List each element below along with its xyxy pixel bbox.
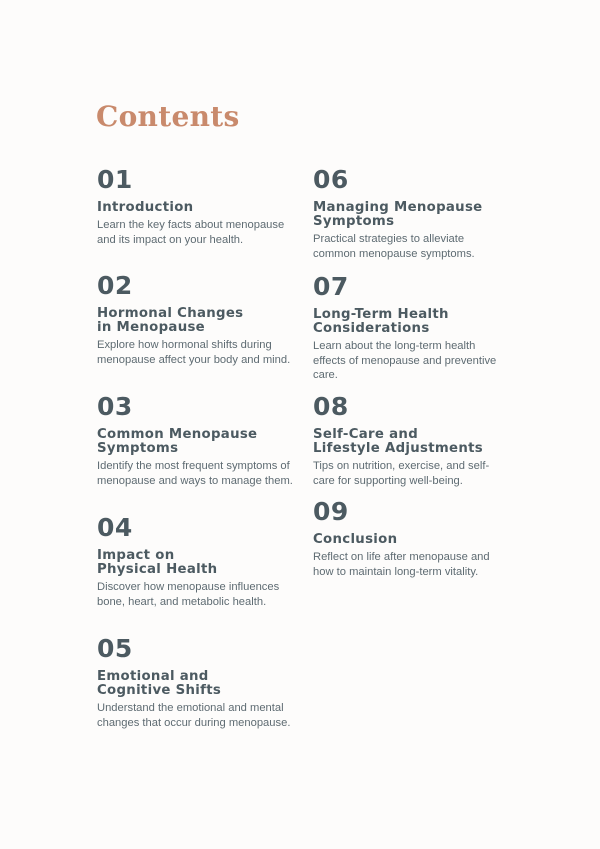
entry-number: 01 — [97, 165, 133, 194]
contents-entry[interactable] — [313, 497, 509, 579]
entry-number: 05 — [97, 634, 133, 663]
entry-heading: Managing Menopause Symptoms — [313, 200, 483, 229]
entry-heading: Hormonal Changes in Menopause — [97, 306, 244, 335]
entry-heading: Introduction — [97, 200, 194, 215]
entry-number: 07 — [313, 272, 349, 301]
entry-heading: Impact on Physical Health — [97, 548, 218, 577]
entry-number: 06 — [313, 165, 349, 194]
entry-number: 08 — [313, 392, 349, 421]
contents-entry[interactable] — [97, 165, 293, 247]
contents-entry[interactable] — [313, 165, 509, 261]
entry-heading: Emotional and Cognitive Shifts — [97, 669, 222, 698]
entry-heading: Long-Term Health Considerations — [313, 307, 449, 336]
contents-entry[interactable] — [97, 392, 293, 488]
entry-number: 04 — [97, 513, 133, 542]
entry-description: Discover how menopause influences bone, heart, and metabolic health. — [97, 581, 280, 608]
entry-description: Learn about the long-term health effects of menopause and preventive care. — [313, 340, 497, 382]
entry-number: 02 — [97, 271, 133, 300]
entry-heading: Conclusion — [313, 532, 398, 547]
entry-number: 03 — [97, 392, 133, 421]
entry-description: Understand the emotional and mental changes that occur during menopause. — [97, 702, 291, 729]
entry-description: Learn the key facts about menopause and its impact on your health. — [97, 219, 285, 246]
entry-number: 09 — [313, 497, 349, 526]
contents-entry[interactable] — [313, 392, 509, 488]
entry-heading: Self-Care and Lifestyle Adjustments — [313, 427, 483, 456]
entry-description: Identify the most frequent symptoms of menopause and ways to manage them. — [97, 460, 293, 487]
entry-description: Tips on nutrition, exercise, and self-care for supporting well-being. — [313, 460, 490, 487]
entry-description: Practical strategies to alleviate common menopause symptoms. — [313, 233, 475, 260]
contents-entry[interactable] — [97, 513, 293, 609]
contents-entry[interactable] — [97, 634, 293, 730]
entry-description: Explore how hormonal shifts during menopause affect your body and mind. — [97, 339, 291, 366]
page-title: Contents — [96, 100, 240, 133]
entry-heading: Common Menopause Symptoms — [97, 427, 258, 456]
entry-description: Reflect on life after menopause and how to maintain long-term vitality. — [313, 551, 490, 578]
contents-entry[interactable] — [313, 272, 509, 383]
contents-entry[interactable] — [97, 271, 293, 367]
